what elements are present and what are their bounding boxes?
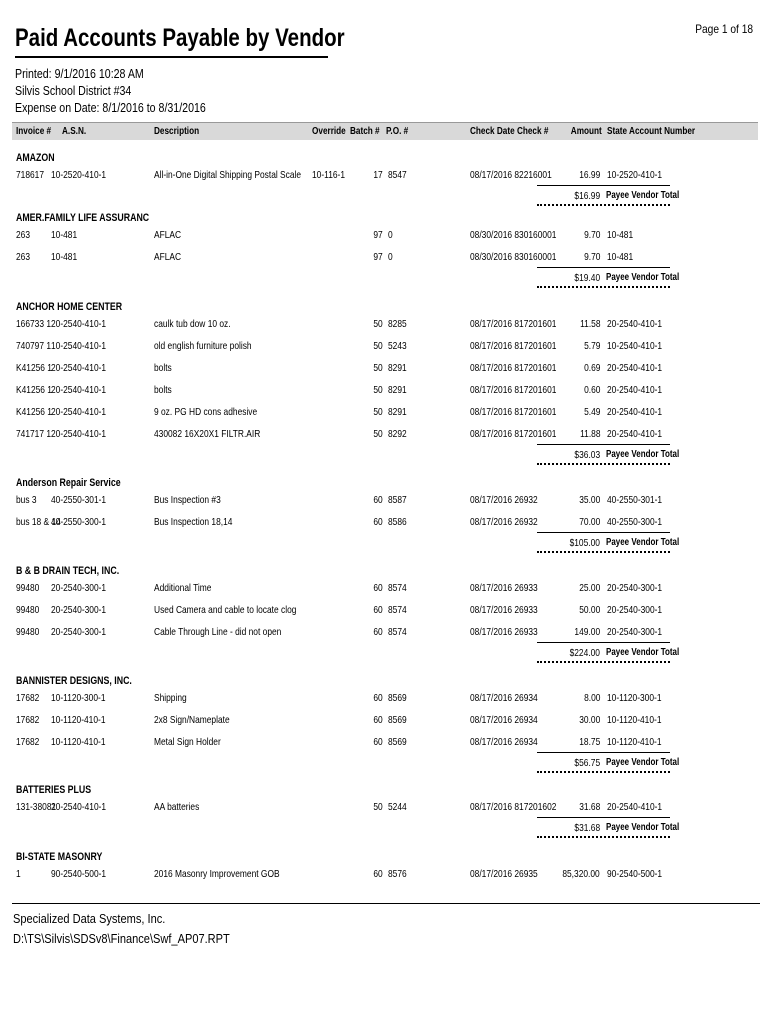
cell-state-account: 10-481 — [607, 251, 634, 263]
cell-description: Bus Inspection #3 — [154, 494, 221, 506]
cell-asn: 40-2550-300-1 — [51, 516, 107, 528]
cell-invoice: 17682 — [16, 736, 40, 748]
cell-invoice: 740797 1 — [16, 340, 52, 352]
cell-asn: 20-2540-410-1 — [51, 428, 107, 440]
page-number: Page 1 of 18 — [695, 22, 753, 36]
total-underline — [537, 661, 670, 663]
cell-description: Shipping — [154, 692, 187, 704]
cell-check: 08/17/2016 817201601 — [470, 384, 557, 396]
cell-amount: 85,320.00 — [562, 868, 600, 880]
col-override: Override — [312, 126, 346, 137]
cell-po: 8574 — [388, 582, 407, 594]
cell-amount: 35.00 — [578, 494, 600, 506]
cell-description: 430082 16X20X1 FILTR.AIR — [154, 428, 261, 440]
cell-check: 08/17/2016 817201601 — [470, 428, 557, 440]
report-title: Paid Accounts Payable by Vendor — [15, 24, 345, 52]
cell-po: 8569 — [388, 692, 407, 704]
cell-state-account: 40-2550-300-1 — [607, 516, 663, 528]
vendor-total-label: Payee Vendor Total — [606, 757, 680, 768]
vendor-total-amount: $31.68 — [574, 822, 600, 834]
total-underline — [537, 463, 670, 465]
col-po: P.O. # — [386, 126, 409, 137]
cell-po: 8586 — [388, 516, 407, 528]
total-underline — [537, 551, 670, 553]
cell-po: 5243 — [388, 340, 407, 352]
cell-state-account: 40-2550-301-1 — [607, 494, 663, 506]
cell-po: 8576 — [388, 868, 407, 880]
cell-po: 8574 — [388, 626, 407, 638]
cell-batch: 60 — [373, 736, 383, 748]
cell-po: 8291 — [388, 362, 407, 374]
cell-batch: 60 — [373, 626, 383, 638]
cell-asn: 10-1120-410-1 — [51, 736, 106, 748]
cell-invoice: 166733 1 — [16, 318, 52, 330]
cell-amount: 16.99 — [578, 169, 600, 181]
cell-state-account: 20-2540-410-1 — [607, 362, 663, 374]
cell-state-account: 10-1120-300-1 — [607, 692, 662, 704]
cell-invoice: 99480 — [16, 626, 40, 638]
cell-check: 08/17/2016 26934 — [470, 736, 538, 748]
cell-description: Cable Through Line - did not open — [154, 626, 282, 638]
cell-description: Additional Time — [154, 582, 212, 594]
cell-state-account: 10-2520-410-1 — [607, 169, 663, 181]
cell-check: 08/17/2016 817201601 — [470, 318, 557, 330]
cell-asn: 20-2540-410-1 — [51, 318, 107, 330]
footer-rule — [12, 903, 760, 904]
cell-state-account: 10-481 — [607, 229, 634, 241]
cell-amount: 5.79 — [583, 340, 600, 352]
cell-check: 08/17/2016 26933 — [470, 604, 538, 616]
cell-description: 2016 Masonry Improvement GOB — [154, 868, 280, 880]
subtotal-rule — [537, 752, 670, 753]
cell-batch: 50 — [373, 318, 383, 330]
cell-state-account: 10-2540-410-1 — [607, 340, 663, 352]
cell-check: 08/17/2016 26934 — [470, 714, 538, 726]
cell-po: 8547 — [388, 169, 407, 181]
subtotal-rule — [537, 532, 670, 533]
cell-check: 08/30/2016 830160001 — [470, 229, 557, 241]
cell-asn: 40-2550-301-1 — [51, 494, 107, 506]
cell-amount: 8.00 — [583, 692, 600, 704]
total-underline — [537, 286, 670, 288]
cell-check: 08/17/2016 817201601 — [470, 340, 557, 352]
subtotal-rule — [537, 185, 670, 186]
cell-amount: 11.58 — [579, 318, 600, 330]
cell-invoice: K41256 1 — [16, 362, 52, 374]
cell-amount: 11.88 — [579, 428, 600, 440]
cell-description: caulk tub dow 10 oz. — [154, 318, 231, 330]
cell-state-account: 20-2540-300-1 — [607, 582, 663, 594]
cell-description: bolts — [154, 362, 172, 374]
vendor-name: B & B DRAIN TECH, INC. — [16, 565, 120, 577]
cell-invoice: 99480 — [16, 582, 40, 594]
vendor-total-amount: $105.00 — [569, 537, 600, 549]
vendor-total-amount: $36.03 — [574, 449, 600, 461]
cell-batch: 60 — [373, 582, 383, 594]
cell-check: 08/17/2016 82216001 — [470, 169, 552, 181]
cell-amount: 25.00 — [578, 582, 600, 594]
col-amount: Amount — [571, 126, 602, 137]
cell-invoice: K41256 1 — [16, 406, 52, 418]
col-batch: Batch # — [350, 126, 380, 137]
cell-check: 08/17/2016 817201602 — [470, 801, 557, 813]
expense-date-range: Expense on Date: 8/1/2016 to 8/31/2016 — [15, 101, 206, 115]
cell-asn: 10-1120-300-1 — [51, 692, 106, 704]
district-name: Silvis School District #34 — [15, 84, 132, 98]
cell-amount: 5.49 — [583, 406, 600, 418]
subtotal-rule — [537, 444, 670, 445]
cell-invoice: bus 3 — [16, 494, 37, 506]
vendor-name: Anderson Repair Service — [16, 477, 121, 489]
cell-batch: 97 — [373, 251, 383, 263]
cell-check: 08/17/2016 26933 — [470, 582, 538, 594]
cell-asn: 20-2540-300-1 — [51, 604, 107, 616]
cell-check: 08/17/2016 817201601 — [470, 362, 557, 374]
vendor-total-amount: $56.75 — [574, 757, 600, 769]
cell-amount: 31.68 — [578, 801, 600, 813]
cell-description: Bus Inspection 18,14 — [154, 516, 233, 528]
total-underline — [537, 836, 670, 838]
col-check: Check Date Check # — [470, 126, 549, 137]
cell-asn: 20-2540-410-1 — [51, 384, 107, 396]
cell-asn: 10-2540-410-1 — [51, 340, 107, 352]
cell-asn: 20-2540-300-1 — [51, 582, 107, 594]
vendor-name: BANNISTER DESIGNS, INC. — [16, 675, 132, 687]
cell-batch: 60 — [373, 692, 383, 704]
vendor-name: AMER.FAMILY LIFE ASSURANC — [16, 212, 150, 224]
cell-description: 2x8 Sign/Nameplate — [154, 714, 230, 726]
cell-description: 9 oz. PG HD cons adhesive — [154, 406, 258, 418]
cell-batch: 50 — [373, 428, 383, 440]
cell-batch: 50 — [373, 362, 383, 374]
cell-check: 08/17/2016 26933 — [470, 626, 538, 638]
vendor-total-label: Payee Vendor Total — [606, 190, 680, 201]
cell-check: 08/17/2016 26935 — [470, 868, 538, 880]
cell-description: old english furniture polish — [154, 340, 252, 352]
footer-company: Specialized Data Systems, Inc. — [13, 911, 166, 926]
cell-po: 8291 — [388, 384, 407, 396]
footer-report-path: D:\TS\Silvis\SDSv8\Finance\Swf_AP07.RPT — [13, 931, 230, 946]
cell-state-account: 20-2540-410-1 — [607, 801, 663, 813]
cell-batch: 50 — [373, 801, 383, 813]
cell-amount: 9.70 — [583, 229, 600, 241]
cell-asn: 20-2540-410-1 — [51, 362, 107, 374]
cell-po: 5244 — [388, 801, 407, 813]
cell-po: 8569 — [388, 736, 407, 748]
cell-asn: 10-1120-410-1 — [51, 714, 106, 726]
cell-asn: 90-2540-500-1 — [51, 868, 107, 880]
subtotal-rule — [537, 642, 670, 643]
cell-check: 08/30/2016 830160001 — [470, 251, 557, 263]
vendor-total-label: Payee Vendor Total — [606, 537, 680, 548]
cell-invoice: 131-38081 — [16, 801, 57, 813]
vendor-name: ANCHOR HOME CENTER — [16, 301, 123, 313]
cell-batch: 50 — [373, 340, 383, 352]
vendor-name: BATTERIES PLUS — [16, 784, 92, 796]
cell-batch: 60 — [373, 868, 383, 880]
cell-override: 10-116-1 — [312, 169, 346, 181]
cell-check: 08/17/2016 26932 — [470, 516, 538, 528]
cell-amount: 18.75 — [578, 736, 600, 748]
cell-po: 8292 — [388, 428, 407, 440]
vendor-total-label: Payee Vendor Total — [606, 822, 680, 833]
cell-invoice: 263 — [16, 251, 31, 263]
cell-description: bolts — [154, 384, 172, 396]
cell-state-account: 20-2540-300-1 — [607, 604, 663, 616]
cell-state-account: 90-2540-500-1 — [607, 868, 663, 880]
cell-amount: 70.00 — [578, 516, 600, 528]
cell-amount: 9.70 — [583, 251, 600, 263]
col-state-account: State Account Number — [607, 126, 696, 137]
vendor-total-label: Payee Vendor Total — [606, 449, 680, 460]
cell-description: AFLAC — [154, 251, 182, 263]
vendor-total-amount: $224.00 — [569, 647, 600, 659]
subtotal-rule — [537, 267, 670, 268]
cell-invoice: K41256 1 — [16, 384, 52, 396]
cell-po: 8574 — [388, 604, 407, 616]
cell-po: 0 — [388, 229, 393, 241]
cell-invoice: 17682 — [16, 692, 40, 704]
total-underline — [537, 204, 670, 206]
cell-batch: 60 — [373, 604, 383, 616]
cell-po: 0 — [388, 251, 393, 263]
cell-asn: 10-481 — [51, 229, 78, 241]
cell-asn: 20-2540-410-1 — [51, 801, 107, 813]
cell-asn: 20-2540-300-1 — [51, 626, 107, 638]
cell-check: 08/17/2016 817201601 — [470, 406, 557, 418]
cell-invoice: 99480 — [16, 604, 40, 616]
cell-po: 8285 — [388, 318, 407, 330]
cell-invoice: bus 18 & 14 — [16, 516, 61, 528]
cell-invoice: 1 — [16, 868, 21, 880]
cell-asn: 10-2520-410-1 — [51, 169, 107, 181]
cell-invoice: 718617 — [16, 169, 45, 181]
cell-amount: 30.00 — [578, 714, 600, 726]
cell-description: Metal Sign Holder — [154, 736, 221, 748]
col-description: Description — [154, 126, 200, 137]
cell-check: 08/17/2016 26934 — [470, 692, 538, 704]
cell-check: 08/17/2016 26932 — [470, 494, 538, 506]
cell-invoice: 741717 1 — [16, 428, 52, 440]
cell-state-account: 20-2540-410-1 — [607, 406, 663, 418]
cell-asn: 20-2540-410-1 — [51, 406, 107, 418]
cell-state-account: 10-1120-410-1 — [607, 714, 662, 726]
title-underline — [15, 56, 328, 58]
cell-batch: 50 — [373, 406, 383, 418]
cell-invoice: 263 — [16, 229, 31, 241]
cell-state-account: 20-2540-410-1 — [607, 428, 663, 440]
cell-batch: 60 — [373, 714, 383, 726]
subtotal-rule — [537, 817, 670, 818]
printed-timestamp: Printed: 9/1/2016 10:28 AM — [15, 67, 144, 81]
cell-state-account: 20-2540-300-1 — [607, 626, 663, 638]
cell-po: 8291 — [388, 406, 407, 418]
vendor-name: BI-STATE MASONRY — [16, 851, 103, 863]
cell-description: AA batteries — [154, 801, 200, 813]
vendor-name: AMAZON — [16, 152, 55, 164]
cell-batch: 60 — [373, 516, 383, 528]
cell-description: All-in-One Digital Shipping Postal Scale — [154, 169, 302, 181]
cell-batch: 17 — [373, 169, 383, 181]
cell-description: Used Camera and cable to locate clog — [154, 604, 297, 616]
cell-amount: 50.00 — [578, 604, 600, 616]
vendor-total-label: Payee Vendor Total — [606, 272, 680, 283]
cell-batch: 60 — [373, 494, 383, 506]
vendor-total-label: Payee Vendor Total — [606, 647, 680, 658]
cell-state-account: 10-1120-410-1 — [607, 736, 662, 748]
cell-state-account: 20-2540-410-1 — [607, 384, 663, 396]
cell-amount: 0.60 — [583, 384, 600, 396]
cell-po: 8569 — [388, 714, 407, 726]
total-underline — [537, 771, 670, 773]
cell-po: 8587 — [388, 494, 407, 506]
cell-description: AFLAC — [154, 229, 182, 241]
vendor-total-amount: $19.40 — [574, 272, 600, 284]
col-invoice: Invoice # — [16, 126, 52, 137]
cell-state-account: 20-2540-410-1 — [607, 318, 663, 330]
col-asn: A.S.N. — [62, 126, 87, 137]
cell-batch: 50 — [373, 384, 383, 396]
cell-amount: 149.00 — [574, 626, 600, 638]
cell-asn: 10-481 — [51, 251, 78, 263]
cell-invoice: 17682 — [16, 714, 40, 726]
vendor-total-amount: $16.99 — [574, 190, 600, 202]
cell-batch: 97 — [373, 229, 383, 241]
cell-amount: 0.69 — [583, 362, 600, 374]
